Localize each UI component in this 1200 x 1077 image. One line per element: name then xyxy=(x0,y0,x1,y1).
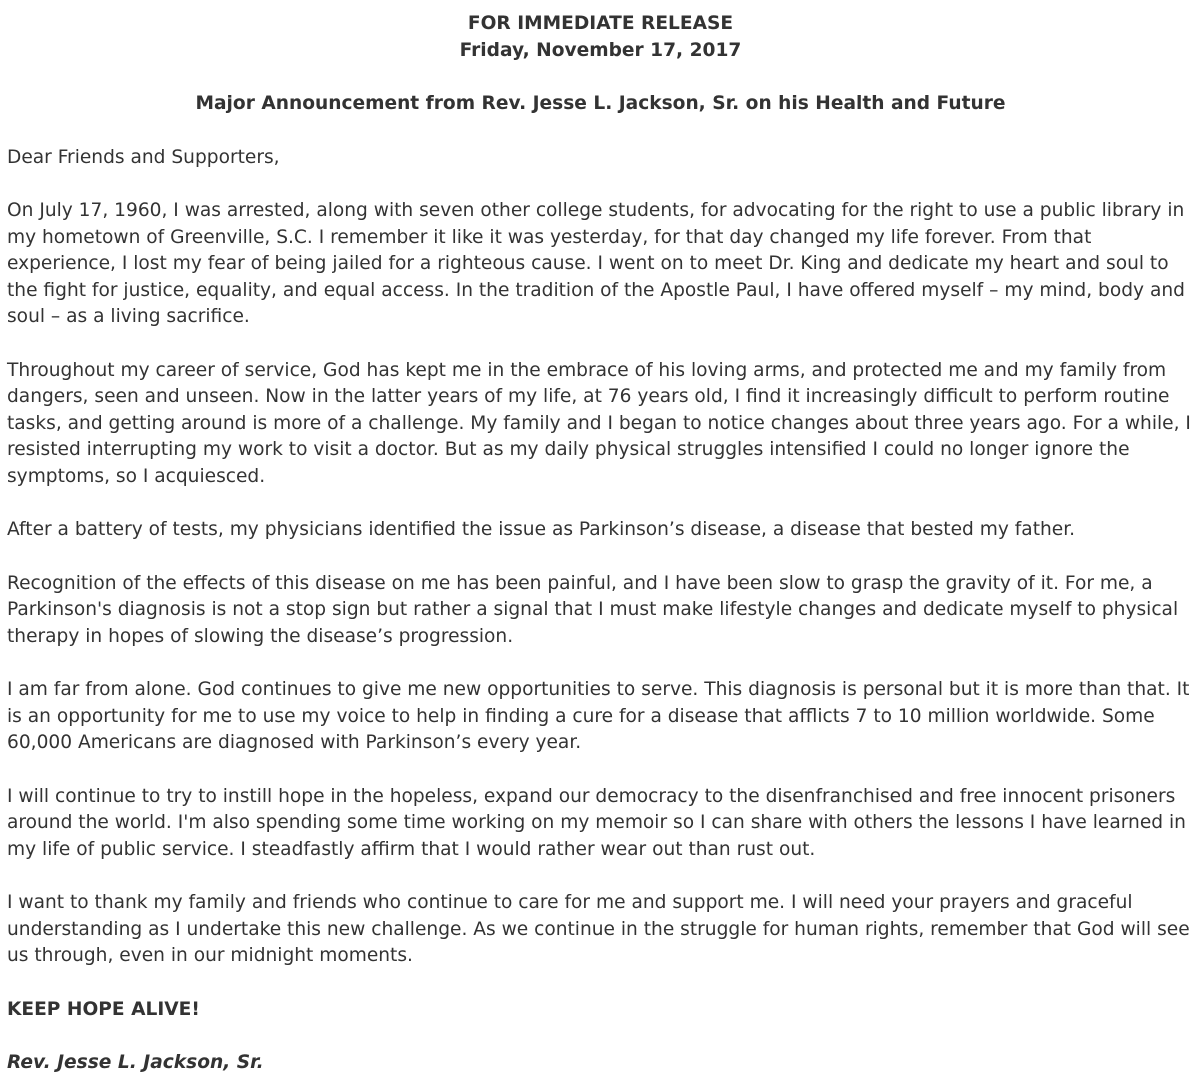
paragraph-5: I am far from alone. God continues to give me new opportunities to serve. This diagnosis is personal but it is more than that. It is an opportunity for me to use my voice to help in finding a cure for a disease that afflicts 7 to 10 million worldwide. Some 60,000 Americans are diagnosed with Parkinson’s every year. xyxy=(7,679,1190,753)
headline: Major Announcement from Rev. Jesse L. Jackson, Sr. on his Health and Future xyxy=(195,93,1006,114)
salutation: Dear Friends and Supporters, xyxy=(7,146,280,168)
paragraph-4: Recognition of the effects of this disease on me has been painful, and I have been slow to grasp the gravity of it. For me, a Parkinson's diagnosis is not a stop sign but rather a signal that I must make lifestyle changes and dedicate myself to physical therapy in hopes of slowing the disease’s progression. xyxy=(7,572,1179,647)
paragraph-6: I will continue to try to instill hope in the hopeless, expand our democracy to the disenfranchised and free innocent prisoners around the world. I'm also spending some time working on my memoir so I can share with others the lessons I have learned in my life of public service. I steadfastly affirm that I would rather wear out than rust out. xyxy=(7,785,1186,860)
release-date: Friday, November 17, 2017 xyxy=(459,39,742,61)
paragraph-3: After a battery of tests, my physicians identified the issue as Parkinson’s disease, a disease that bested my father. xyxy=(7,519,1076,540)
signature: Rev. Jesse L. Jackson, Sr. xyxy=(7,1052,264,1073)
paragraph-2: Throughout my career of service, God has kept me in the embrace of his loving arms, and protected me and my family from dangers, seen and unseen. Now in the latter years of my life, at 76 years old, I find it increasingly difficult to perform routine tasks, and getting around is more of a challenge. My family and I began to notice changes about three years ago. For a while, I resisted interrupting my work to visit a doctor. But as my daily physical struggles intensified I could no longer ignore the symptoms, so I acquiesced. xyxy=(7,359,1191,487)
paragraph-1: On July 17, 1960, I was arrested, along with seven other college students, for advocating for the right to use a public library in my hometown of Greenville, S.C. I remember it like it was yesterday, for that day changed my life forever. From that experience, I lost my fear of being jailed for a righteous cause. I went on to meet Dr. King and dedicate my heart and soul to the fight for justice, equality, and equal access. In the tradition of the Apostle Paul, I have offered myself – my mind, body and soul – as a living sacrifice. xyxy=(7,200,1185,327)
release-label: FOR IMMEDIATE RELEASE xyxy=(467,13,734,34)
paragraph-7: I want to thank my family and friends who continue to care for me and support me. I will need your prayers and graceful understanding as I undertake this new challenge. As we continue in the struggle for human rights, remember that God will see us through, even in our midnight moments. xyxy=(7,892,1190,966)
release-header xyxy=(7,11,1194,64)
closing-slogan: KEEP HOPE ALIVE! xyxy=(7,998,200,1020)
